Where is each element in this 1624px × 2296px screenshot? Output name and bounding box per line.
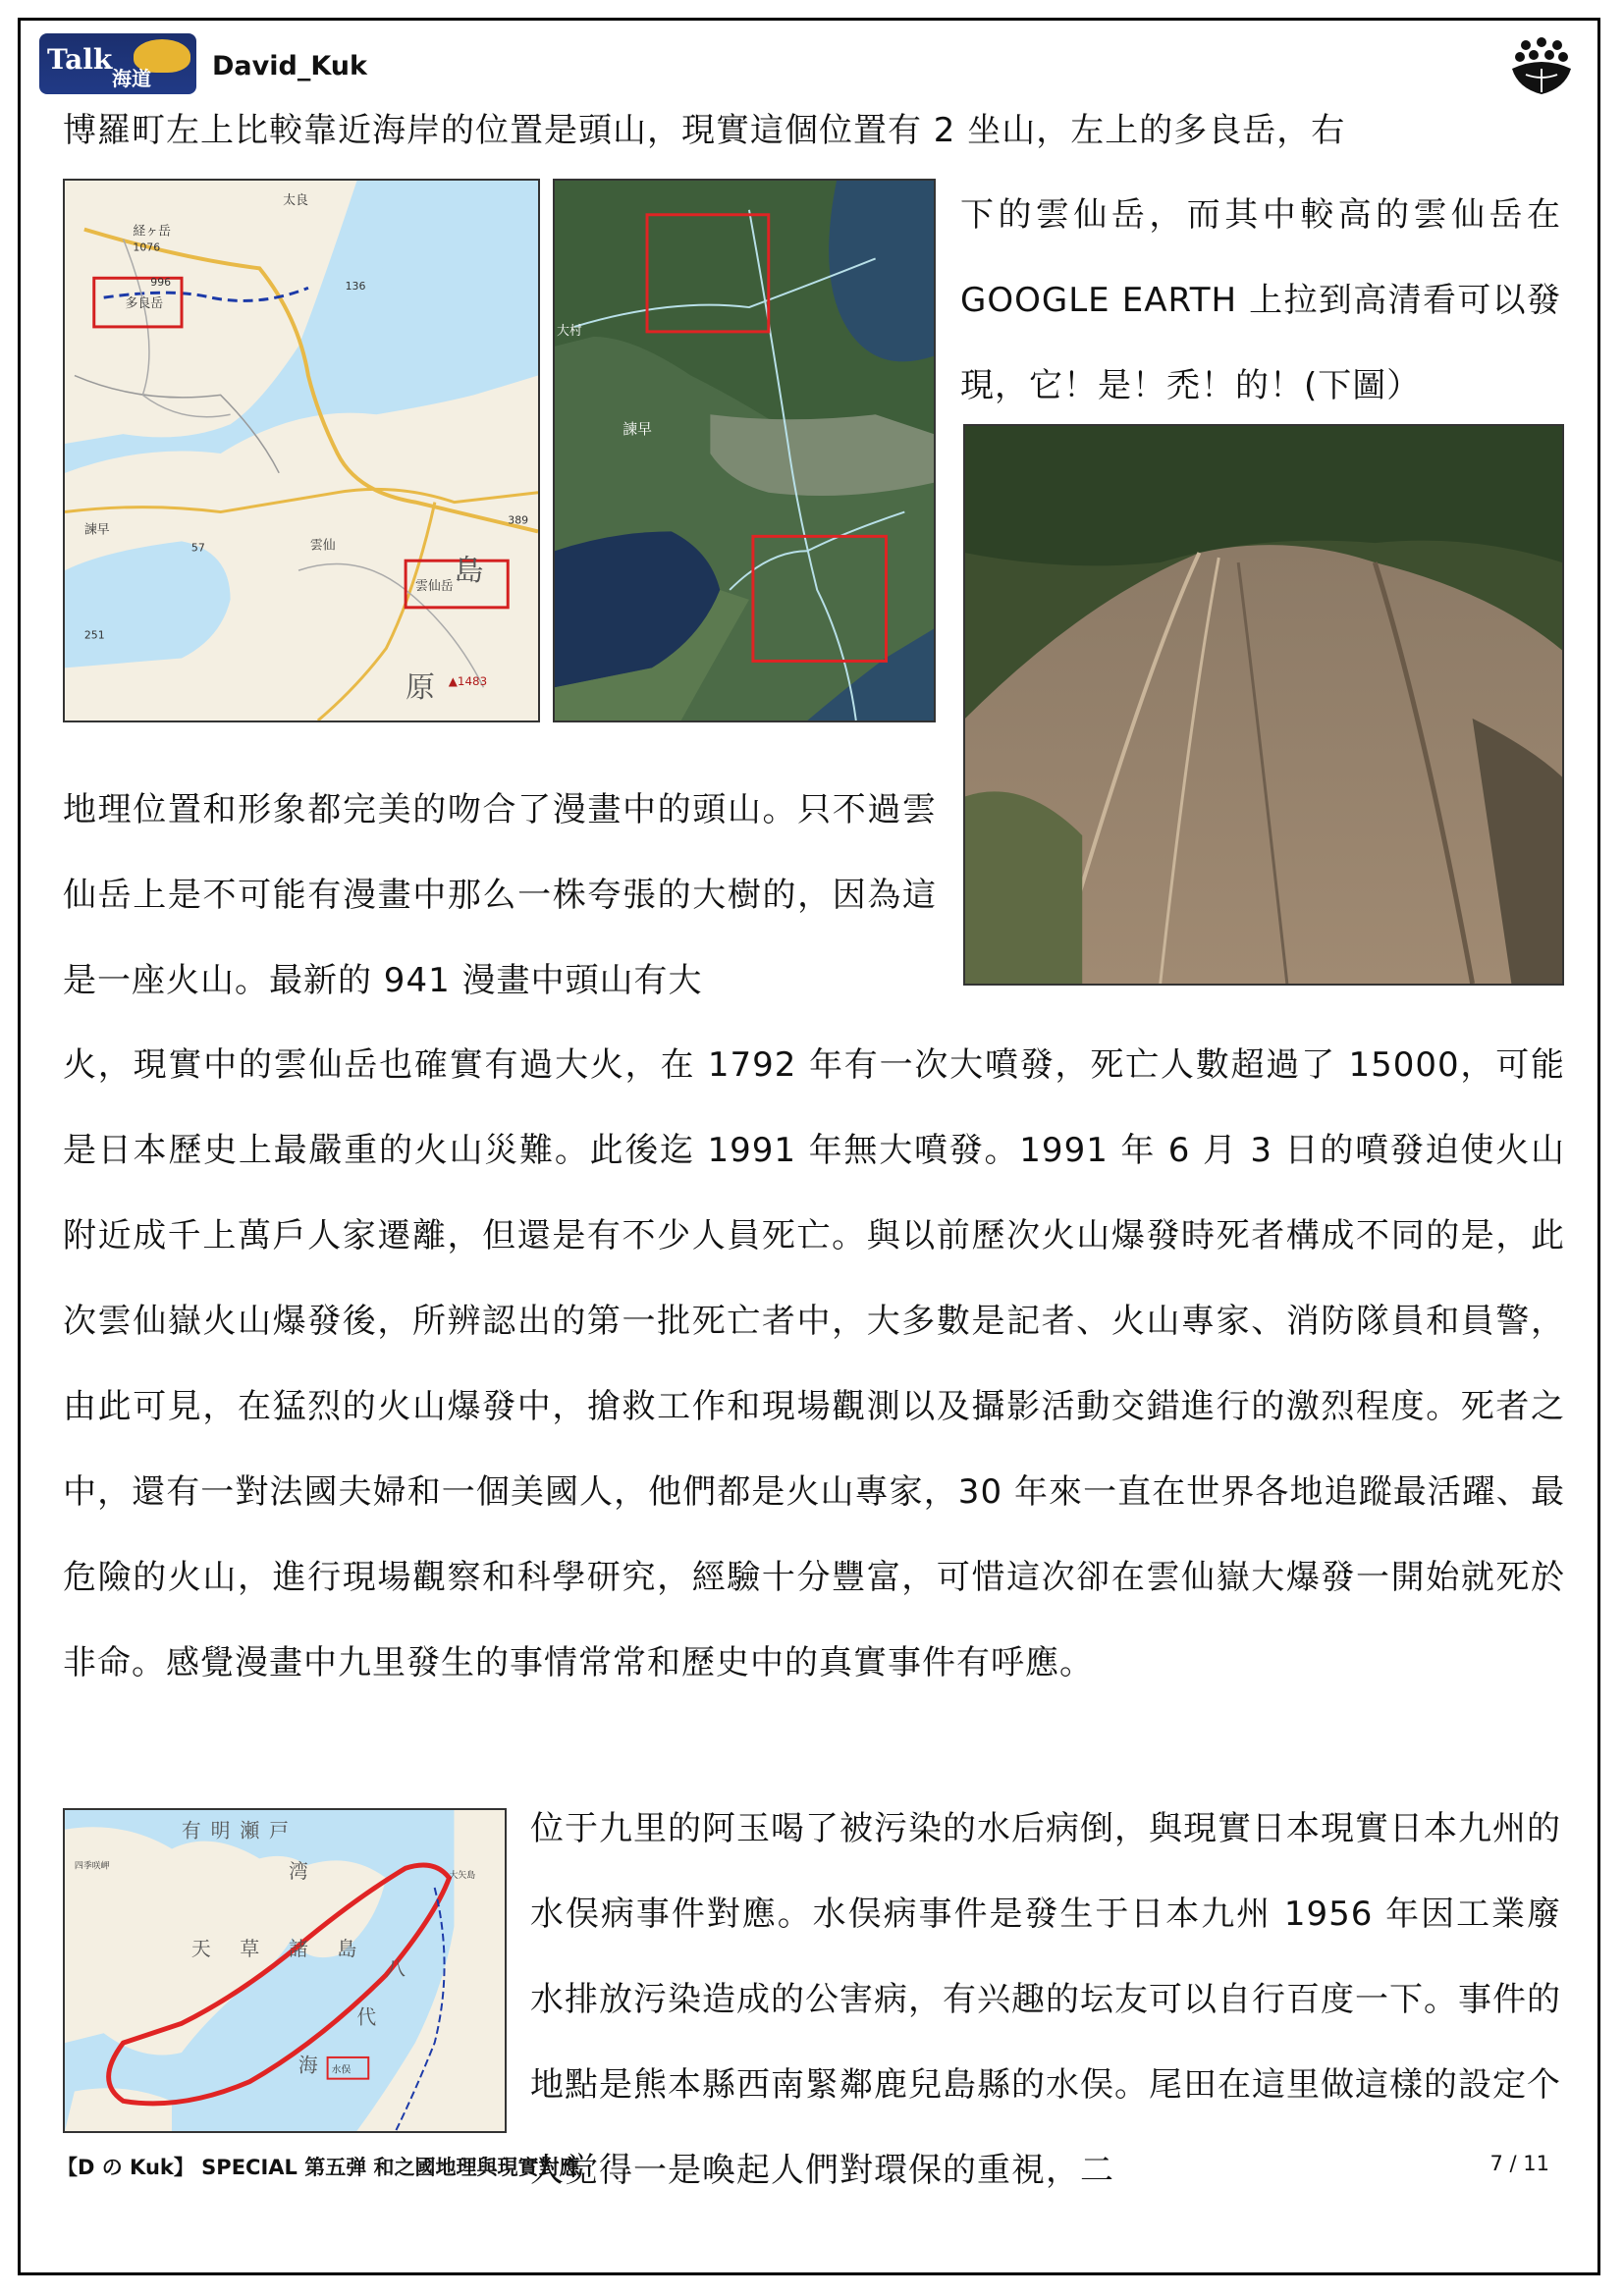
map1-label-unzendake: 雲仙岳 <box>415 578 454 594</box>
map3-label-hachi: 八 <box>386 1956 406 1980</box>
paragraph-1-line-1: 博羅町左上比較靠近海岸的位置是頭山，現實這個位置有 2 坐山，左上的多良岳，右 <box>63 111 1346 150</box>
map1-label-996: 996 <box>150 276 172 290</box>
map3-label-dai: 代 <box>356 2005 377 2029</box>
map1-label-57: 57 <box>190 541 205 555</box>
map3-label-umi: 海 <box>298 2054 318 2077</box>
map1-label-136: 136 <box>345 280 366 294</box>
map3-label-shikizaki: 四季咲岬 <box>74 1861 110 1872</box>
unzen-peak-photo <box>963 424 1564 986</box>
map1-label-isahaya: 諫早 <box>83 522 110 538</box>
map3-label-oyano: 大矢島 <box>449 1871 476 1882</box>
map3-label-to: 戸 <box>269 1819 289 1842</box>
map1-label-taradake: 多良岳 <box>125 296 164 312</box>
map1-label-1483: ▲1483 <box>448 674 488 689</box>
map3-label-sho: 諸 <box>288 1938 308 1961</box>
map1-label-389: 389 <box>508 513 529 527</box>
map2-label-omura: 大村 <box>556 323 582 339</box>
author-name: David_Kuk <box>212 51 367 81</box>
paragraph-3-right-column: 位于九里的阿玉喝了被污染的水后病倒，與現實日本現實日本九州的水俣病事件對應。水俣病事件是發生于日本九州 1956 年因工業廢水排放污染造成的公害病，有兴趣的坛友可以自行百度一下。事件的地點是熊本縣西南緊鄰鹿兒島縣的水俣。尾田在這里做這樣的設定个人觉得一是喚起人們對環保的重視，二 <box>530 1809 1561 2190</box>
map3-label-ake: 明 <box>210 1819 231 1842</box>
logo-text-talk: Talk <box>47 43 113 76</box>
map3-label-minamata: 水俣 <box>331 2064 352 2076</box>
logo-text-haidao: 海道 <box>112 67 151 90</box>
paragraph-2-full-width: 火，現實中的雲仙岳也確實有過大火，在 1792 年有一次大噴發，死亡人數超過了 15000，可能是日本歷史上最嚴重的火山災難。此後迄 1991 年無大噴發。1991 年 6 月 3 日的噴發迫使火山附近成千上萬戶人家遷離，但還是有不少人員死亡。與以前歷次火山爆發時死者構成不同的是，此次雲仙嶽火山爆發後，所辨認出的第一批死亡者中，大多數是記者、火山專家、消防隊員和員警，由此可見，在猛烈的火山爆發中，搶救工作和現場觀測以及攝影活動交錯進行的激烈程度。死者之中，還有一對法國夫婦和一個美國人，他們都是火山專家，30 年來一直在世界各地追蹤最活躍、最危險的火山，進行現場觀察和科學研究，經驗十分豐富，可惜這次卻在雲仙嶽大爆發一開始就死於非命。感覺漫畫中九里發生的事情常常和歷史中的真實事件有呼應。 <box>63 1045 1565 1682</box>
map3-label-wan: 湾 <box>288 1860 308 1884</box>
site-logo[interactable] <box>39 33 196 94</box>
map3-label-se: 瀬 <box>240 1819 260 1842</box>
map1-label-unzen: 雲仙 <box>309 538 336 554</box>
map3-label-ama: 天 <box>190 1938 211 1961</box>
paragraph-2-left-column: 地理位置和形象都完美的吻合了漫畫中的頭山。只不過雲仙岳上是不可能有漫畫中那么一株夸張的大樹的，因為這是一座火山。最新的 941 漫畫中頭山有大 <box>63 790 937 1000</box>
paragraph-1-right-column: 下的雲仙岳，而其中較高的雲仙岳在 GOOGLE EARTH 上拉到高清看可以發現，它！是！禿！的！(下圖） <box>960 195 1561 405</box>
map2-label-isahaya: 諫早 <box>623 420 652 439</box>
map1-label-kyogatake: 経ヶ岳 <box>133 224 172 240</box>
map1-label-tara: 太良 <box>283 192 308 208</box>
map1-label-shima: 島 <box>454 554 484 589</box>
map3-label-shima: 島 <box>337 1938 357 1961</box>
map1-label-251: 251 <box>83 628 105 642</box>
satellite-map <box>553 179 936 722</box>
footer-title: 【D の Kuk】 SPECIAL 第五弹 和之國地理與現實對應 <box>57 2156 580 2179</box>
yatsushiro-sea-map <box>63 1808 507 2133</box>
page-number: 7 / 11 <box>1489 2152 1549 2175</box>
road-map-tara-unzen <box>63 179 540 722</box>
page-footer <box>57 2152 1549 2187</box>
map3-label-kusa: 草 <box>240 1938 260 1961</box>
map1-label-hara: 原 <box>406 670 435 706</box>
map3-label-ari: 有 <box>181 1819 201 1842</box>
map1-label-1076: 1076 <box>133 240 161 254</box>
